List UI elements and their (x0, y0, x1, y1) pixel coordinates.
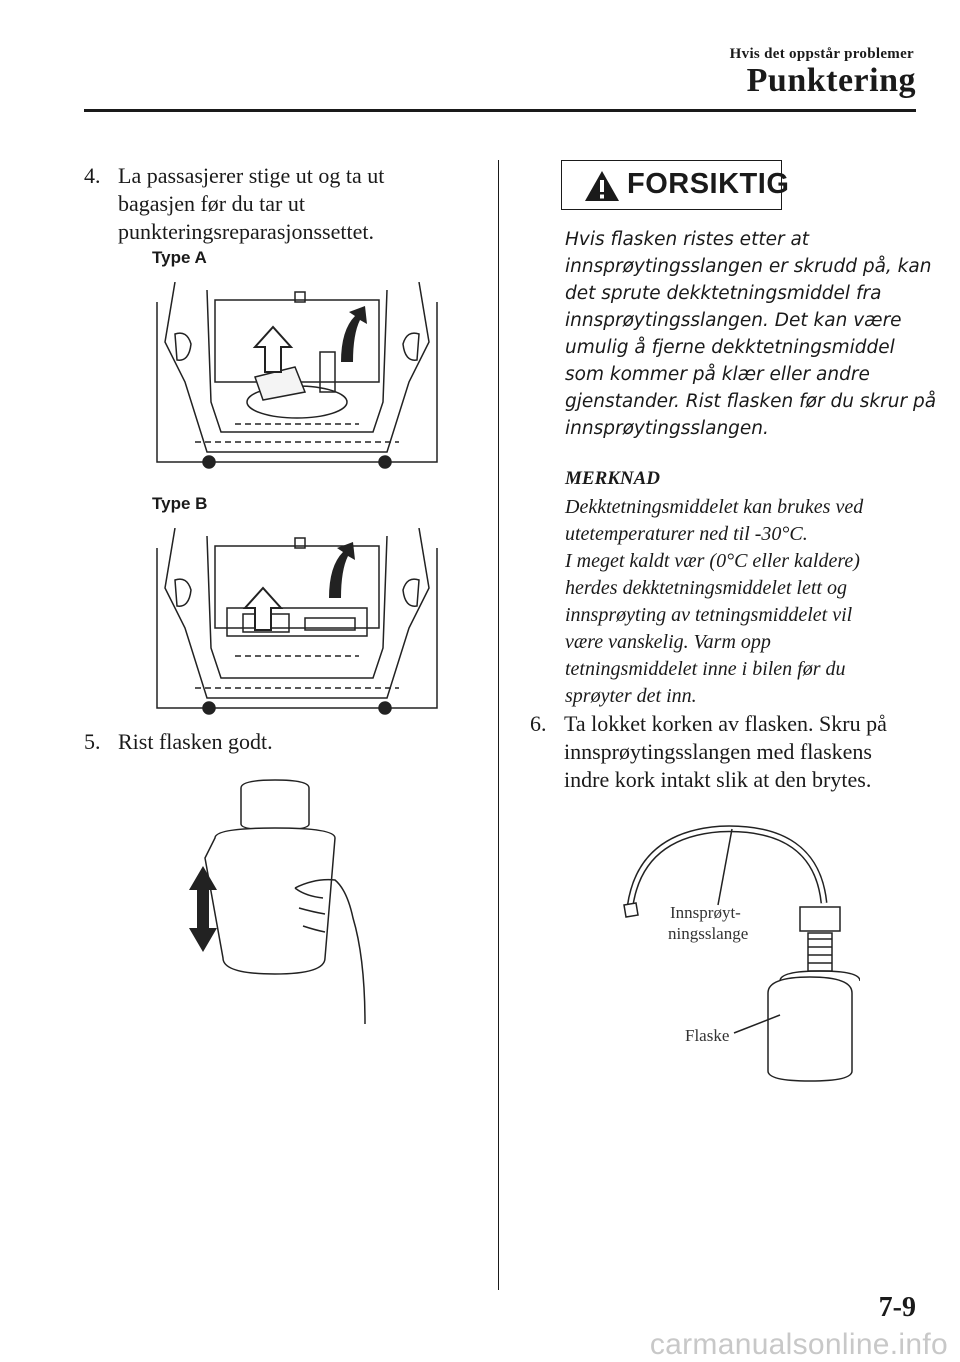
note-text (565, 494, 863, 710)
step-4-number: 4. (84, 163, 101, 188)
caution-line: innsprøytingsslangen er skrudd på, kan (565, 256, 932, 277)
step-6-number: 6. (530, 711, 547, 736)
watermark: carmanualsonline.info (649, 1328, 948, 1361)
caution-line: innsprøytingsslangen. Det kan være (565, 310, 902, 331)
note-line: Dekktetningsmiddelet kan brukes ved (565, 496, 864, 518)
trunk-type-a-illustration (155, 282, 439, 472)
step-4-text (118, 162, 384, 246)
caution-label: FORSIKTIG (627, 168, 790, 200)
caution-box (561, 160, 790, 210)
hose-label-line-2: ningsslange (668, 924, 749, 943)
step-5-number: 5. (84, 729, 101, 754)
type-b-label: Type B (152, 494, 208, 513)
page-title: Punktering (746, 62, 916, 99)
note-line: sprøyter det inn. (565, 685, 697, 707)
step-4 (84, 162, 484, 252)
note-heading: MERKNAD (565, 468, 661, 489)
caution-line: umulig å fjerne dekktetningsmiddel (565, 337, 895, 358)
step-4-line-2: bagasjen før du tar ut (118, 191, 305, 216)
caution-line: som kommer på klær eller andre (565, 364, 870, 385)
bottle-label: Flaske (685, 1026, 730, 1045)
section-title: Hvis det oppstår problemer (729, 46, 914, 62)
caution-line: innsprøytingsslangen. (565, 418, 769, 439)
step-6-line-3: indre kork intakt slik at den brytes. (564, 767, 872, 792)
step-4-line-3: punkteringsreparasjonssettet. (118, 219, 374, 244)
note-line: I meget kaldt vær (0°C eller kaldere) (565, 550, 860, 572)
caution-line: gjenstander. Rist flasken før du skrur på (565, 391, 937, 412)
step-6-text (564, 710, 887, 794)
shake-bottle-illustration (175, 778, 375, 1028)
step-6 (530, 710, 930, 800)
step-5 (84, 728, 484, 758)
column-divider (498, 160, 499, 1290)
step-5-text: Rist flasken godt. (118, 729, 273, 754)
type-a-label: Type A (152, 248, 207, 267)
note-line: være vanskelig. Varm opp (565, 631, 771, 653)
header-rule (84, 109, 916, 112)
page-number: 7-9 (878, 1292, 916, 1323)
caution-text (565, 226, 937, 442)
hose-label-line-1: Innsprøyt- (670, 903, 741, 922)
step-4-line-1: La passasjerer stige ut og ta ut (118, 163, 385, 188)
hose-bottle-illustration (610, 815, 860, 1085)
step-6-line-2: innsprøytingsslangen med flaskens (564, 739, 872, 764)
caution-line: Hvis flasken ristes etter at (565, 229, 810, 250)
note-line: tetningsmiddelet inne i bilen før du (565, 658, 846, 680)
note-line: utetemperaturer ned til -30°C. (565, 523, 808, 545)
warning-icon (584, 170, 620, 202)
caution-line: det sprute dekktetningsmiddel fra (565, 283, 882, 304)
note-line: innsprøyting av tetningsmiddelet vil (565, 604, 853, 626)
note-line: herdes dekktetningsmiddelet lett og (565, 577, 847, 599)
trunk-type-b-illustration (155, 528, 439, 718)
step-6-line-1: Ta lokket korken av flasken. Skru på (564, 711, 887, 736)
